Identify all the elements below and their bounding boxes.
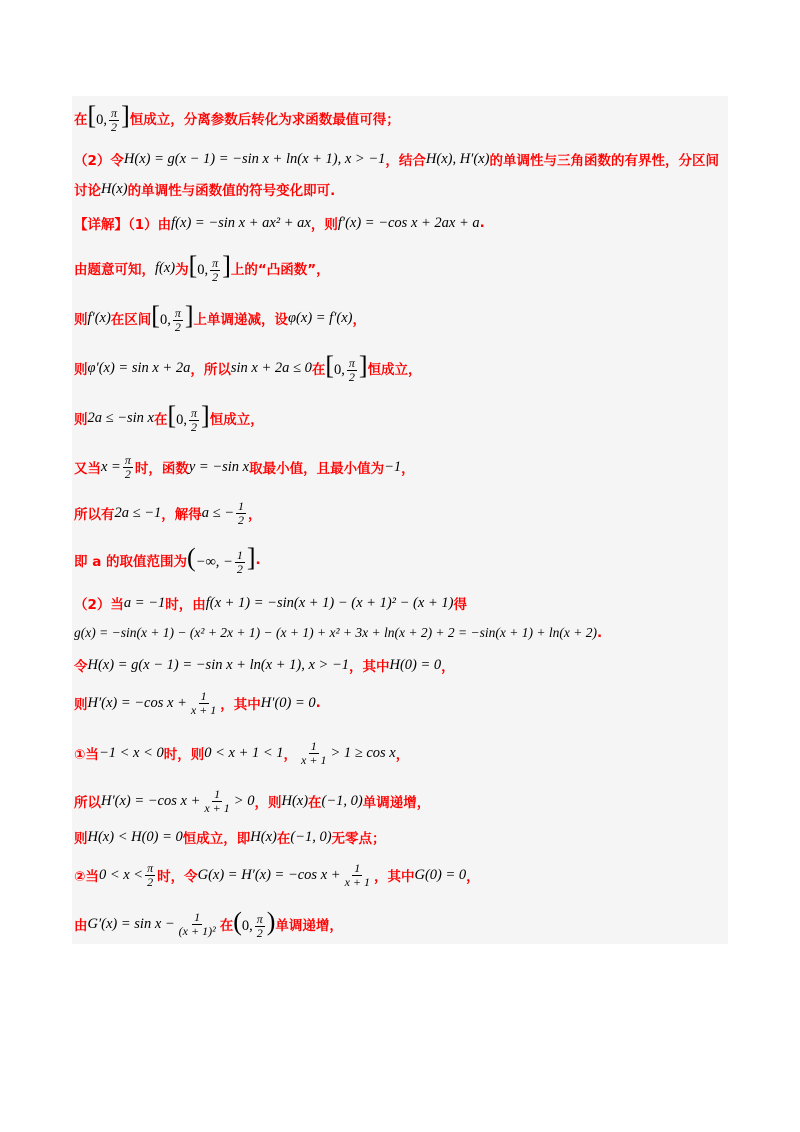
frac-1-2 bbox=[236, 500, 246, 526]
num: π bbox=[212, 256, 219, 271]
frac-pi-2 bbox=[109, 107, 119, 133]
bracket: [ bbox=[325, 350, 334, 380]
interval bbox=[167, 400, 210, 434]
math-expr: H′(x) = −cos x + bbox=[101, 792, 201, 809]
line-14 bbox=[74, 654, 455, 676]
num: π bbox=[174, 306, 181, 321]
bracket: ] bbox=[222, 250, 231, 280]
math-expr: H(x) bbox=[281, 792, 309, 809]
den: 2 bbox=[147, 874, 154, 889]
math-expr: G′(x) = sin x − bbox=[87, 915, 175, 932]
num: π bbox=[111, 106, 118, 121]
math-expr: f(x + 1) = −sin(x + 1) − (x + 1)² − (x + 1) bbox=[205, 594, 454, 611]
frac-pi-2 bbox=[123, 454, 133, 480]
math-expr: (−1, 0) bbox=[290, 828, 332, 845]
line-17 bbox=[74, 782, 430, 820]
interval bbox=[187, 542, 256, 576]
text: 在 bbox=[74, 112, 88, 128]
den: 2 bbox=[212, 269, 219, 284]
math-expr: x = bbox=[101, 458, 121, 475]
den: 2 bbox=[238, 512, 244, 527]
text: ，其中 bbox=[374, 869, 415, 885]
text: 则 bbox=[74, 312, 88, 328]
text: 所以 bbox=[74, 795, 101, 811]
math-expr: > 0 bbox=[233, 792, 255, 809]
text: ， bbox=[395, 747, 410, 763]
math-expr: H(x) < H(0) = 0 bbox=[87, 828, 183, 845]
bracket: ] bbox=[358, 350, 368, 380]
line-19 bbox=[74, 856, 480, 894]
math-expr: G(0) = 0 bbox=[414, 866, 467, 883]
text: 上单调递减，设 bbox=[193, 312, 289, 328]
math-expr: g(x) = −sin(x + 1) − (x² + 2x + 1) − (x + 1) + x² + 3x + ln(x + 2) + 2 = −sin(x + 1) + ln(x + 2) bbox=[74, 625, 597, 640]
text: 取最小值，且最小值为 bbox=[249, 461, 385, 477]
line-13 bbox=[74, 622, 602, 644]
math-expr: 2a ≤ −sin x bbox=[87, 409, 154, 426]
num: π bbox=[256, 912, 263, 927]
line-9 bbox=[74, 450, 415, 484]
frac-pi-2 bbox=[189, 407, 199, 433]
text: 单调递增， bbox=[362, 795, 431, 811]
text: 在区间 bbox=[110, 312, 152, 328]
text: ， bbox=[283, 747, 298, 763]
text: 时，由 bbox=[165, 597, 206, 613]
bracket: ] bbox=[184, 300, 194, 330]
bracket: [ bbox=[188, 250, 198, 280]
num: 1 bbox=[238, 498, 244, 513]
text: 在 bbox=[276, 831, 291, 847]
text: 则 bbox=[74, 362, 88, 378]
den: 2 bbox=[236, 561, 243, 576]
text: ，则 bbox=[254, 795, 282, 811]
den: (x + 1)² bbox=[178, 923, 216, 938]
text: 所以有 bbox=[74, 507, 115, 523]
num: π bbox=[147, 860, 154, 875]
frac-pi-2 bbox=[347, 357, 357, 383]
text: 【详解】（1）由 bbox=[74, 217, 172, 233]
text: 在 bbox=[219, 918, 234, 934]
num: π bbox=[124, 452, 131, 467]
interval bbox=[233, 906, 276, 940]
den: 2 bbox=[256, 925, 263, 940]
text: 则 bbox=[74, 697, 88, 713]
zero: 0, bbox=[176, 411, 188, 428]
text: . bbox=[255, 552, 261, 568]
math-expr: f(x) bbox=[155, 259, 176, 276]
den: 2 bbox=[124, 466, 131, 481]
bracket: [ bbox=[151, 300, 160, 330]
text: 时，令 bbox=[157, 869, 198, 885]
bracket: [ bbox=[87, 100, 97, 130]
text: 恒成立，即 bbox=[182, 831, 251, 847]
bracket: ] bbox=[121, 100, 130, 130]
zero: 0, bbox=[334, 361, 345, 378]
text: 单调递增， bbox=[275, 918, 343, 934]
math-expr: φ(x) = f′(x) bbox=[288, 309, 353, 326]
text: 在 bbox=[153, 412, 168, 428]
num: π bbox=[348, 356, 355, 371]
text: 即 a 的取值范围为 bbox=[74, 554, 188, 570]
interval bbox=[151, 300, 194, 334]
line-1 bbox=[74, 98, 400, 138]
line-18 bbox=[74, 826, 386, 848]
line-11 bbox=[74, 540, 261, 580]
text: 的单调性与函数值的符号变化即可. bbox=[127, 183, 336, 199]
text: ，结合 bbox=[385, 153, 426, 169]
frac-1-2 bbox=[235, 549, 245, 575]
text: . bbox=[596, 625, 603, 641]
num: π bbox=[191, 406, 198, 421]
line-6 bbox=[74, 298, 366, 338]
line-15 bbox=[74, 684, 321, 722]
frac-pi-2 bbox=[255, 913, 265, 939]
math-expr: a ≤ − bbox=[201, 504, 234, 521]
bracket: [ bbox=[167, 400, 177, 430]
zero: 0, bbox=[197, 261, 209, 278]
text: ，则 bbox=[310, 217, 338, 233]
line-12 bbox=[74, 592, 467, 614]
text: 恒成立，分离参数后转化为求函数最值可得； bbox=[129, 112, 400, 128]
line-20 bbox=[74, 904, 343, 944]
math-expr: f(x) = −sin x + ax² + ax bbox=[171, 214, 311, 231]
line-2 bbox=[74, 148, 719, 170]
paren: ( bbox=[233, 906, 242, 936]
num: 1 bbox=[354, 860, 361, 875]
text: ①当 bbox=[74, 747, 99, 763]
math-expr: sin x + 2a ≤ 0 bbox=[230, 359, 312, 376]
text: ，所以 bbox=[190, 362, 231, 378]
text: 令 bbox=[74, 659, 88, 675]
line-7 bbox=[74, 348, 422, 388]
num: 1 bbox=[194, 909, 201, 924]
math-expr: 0 < x < bbox=[98, 866, 144, 883]
math-expr: H′(x) = −cos x + bbox=[87, 694, 187, 711]
line-4 bbox=[74, 212, 485, 234]
math-expr: f′(x) bbox=[87, 309, 111, 326]
frac-1-x1 bbox=[189, 690, 218, 716]
den: 2 bbox=[191, 419, 198, 434]
math-expr: H(x) = g(x − 1) = −sin x + ln(x + 1), x > −1 bbox=[87, 656, 349, 673]
den: 2 bbox=[111, 119, 118, 134]
math-expr: 2a ≤ −1 bbox=[114, 504, 162, 521]
zero: 0, bbox=[159, 311, 171, 328]
den: 2 bbox=[174, 319, 181, 334]
math-expr: H(x) bbox=[101, 180, 128, 197]
num: 1 bbox=[236, 548, 243, 563]
den: x + 1 bbox=[204, 800, 230, 815]
line-5 bbox=[74, 248, 330, 288]
text: 由 bbox=[74, 918, 88, 934]
math-expr: −∞, − bbox=[195, 553, 233, 570]
interval bbox=[87, 100, 130, 134]
math-expr: a = −1 bbox=[123, 594, 166, 611]
den: x + 1 bbox=[301, 752, 327, 767]
text: 讨论 bbox=[74, 183, 101, 199]
text: 由题意可知， bbox=[74, 262, 155, 278]
den: x + 1 bbox=[344, 874, 370, 889]
text: 恒成立， bbox=[209, 412, 264, 428]
text: （2）当 bbox=[74, 597, 124, 613]
text: ， bbox=[352, 312, 366, 328]
line-10 bbox=[74, 494, 262, 532]
line-8 bbox=[74, 398, 264, 438]
text: 在 bbox=[308, 795, 322, 811]
frac-pi-2 bbox=[173, 307, 183, 333]
text: ， bbox=[248, 507, 262, 523]
den: x + 1 bbox=[190, 702, 217, 717]
math-expr: φ′(x) = sin x + 2a bbox=[87, 359, 191, 376]
text: 又当 bbox=[74, 461, 101, 477]
text: ，其中 bbox=[220, 697, 261, 713]
math-expr: f′(x) = −cos x + 2ax + a bbox=[337, 214, 480, 231]
text: 得 bbox=[453, 597, 467, 613]
text: . bbox=[315, 695, 321, 711]
text: 则 bbox=[74, 831, 88, 847]
text: ， bbox=[441, 659, 455, 675]
text: . bbox=[479, 215, 485, 231]
text: 在 bbox=[311, 362, 326, 378]
text: ，其中 bbox=[348, 659, 390, 675]
math-expr: H(0) = 0 bbox=[389, 656, 442, 673]
text: 时，则 bbox=[163, 747, 205, 763]
math-expr: > 1 ≥ cos x bbox=[330, 744, 396, 761]
frac-1-x1 bbox=[299, 740, 328, 766]
num: 1 bbox=[214, 786, 221, 801]
interval bbox=[325, 350, 368, 384]
bracket: ] bbox=[201, 400, 210, 430]
zero: 0, bbox=[241, 917, 253, 934]
math-expr: −1 bbox=[384, 458, 402, 475]
math-expr: G(x) = H′(x) = −cos x + bbox=[197, 866, 341, 883]
text: 的单调性与三角函数的有界性，分区间 bbox=[489, 153, 719, 169]
text: 恒成立， bbox=[367, 362, 422, 378]
frac-pi-2 bbox=[145, 862, 155, 888]
text: ②当 bbox=[74, 869, 99, 885]
line-16 bbox=[74, 734, 409, 772]
text: ， bbox=[466, 869, 480, 885]
interval bbox=[188, 250, 231, 284]
math-expr: H(x) = g(x − 1) = −sin x + ln(x + 1), x > −1 bbox=[123, 150, 386, 167]
text: ，解得 bbox=[161, 507, 202, 523]
math-expr: (−1, 0) bbox=[321, 792, 363, 809]
text: 则 bbox=[74, 412, 88, 428]
line-3 bbox=[74, 178, 335, 200]
text: 上的“凸函数”， bbox=[230, 262, 330, 278]
bracket: ] bbox=[246, 542, 256, 572]
frac-1-x1sq bbox=[177, 911, 218, 937]
math-expr: y = −sin x bbox=[188, 458, 250, 475]
text: 时，函数 bbox=[134, 461, 189, 477]
math-expr: H′(0) = 0 bbox=[260, 694, 316, 711]
frac-1-x1 bbox=[343, 862, 372, 888]
zero: 0, bbox=[96, 111, 108, 128]
math-expr: −1 < x < 0 bbox=[98, 744, 164, 761]
num: 1 bbox=[200, 688, 207, 703]
text: （2）令 bbox=[74, 153, 124, 169]
text: 无零点； bbox=[331, 831, 386, 847]
math-expr: 0 < x + 1 < 1 bbox=[204, 744, 284, 761]
math-expr: H(x), H′(x) bbox=[425, 150, 490, 167]
text: ， bbox=[401, 461, 415, 477]
num: 1 bbox=[310, 738, 317, 753]
text: 为 bbox=[175, 262, 189, 278]
den: 2 bbox=[348, 369, 355, 384]
frac-pi-2 bbox=[210, 257, 220, 283]
paren: ) bbox=[266, 906, 276, 936]
frac-1-x1 bbox=[202, 788, 231, 814]
math-expr: H(x) bbox=[250, 828, 277, 845]
paren: ( bbox=[187, 542, 196, 572]
